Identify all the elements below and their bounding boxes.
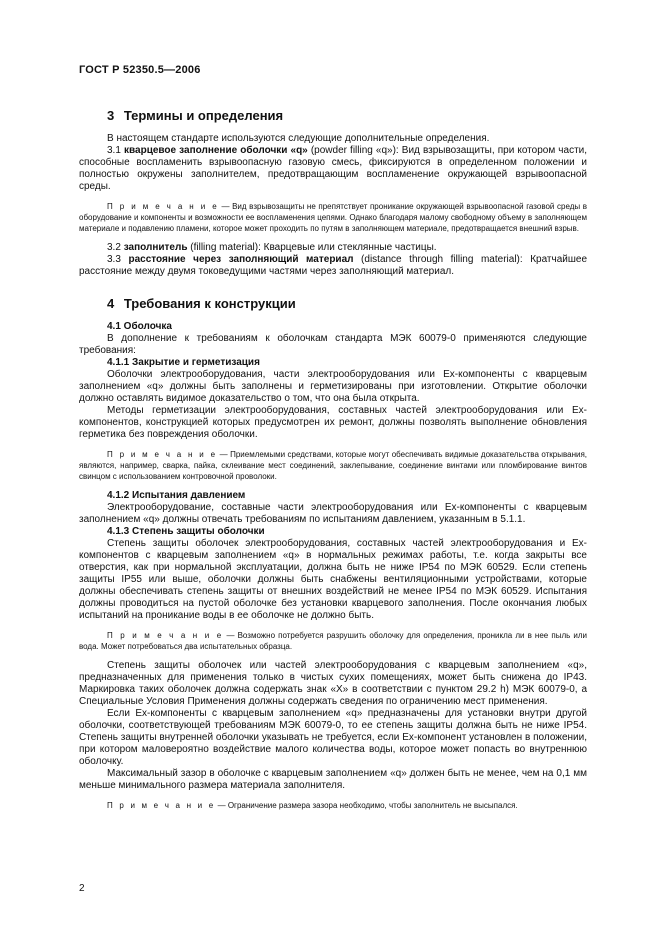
definition-3-1-text: (powder filling «q»): Вид взрывозащиты, при котором части, способные воспламенить взрывоопасную газовую смесь, фиксируются в определенном положении и полностью окружены заполнителем, предотвращающим воспламенение окружающей взрывоопасной среды. [79, 145, 588, 192]
subsection-4-1-text: В дополнение к требованиям к оболочкам стандарта МЭК 60079-0 применяются следующие требования: [79, 333, 587, 356]
subsection-4-1-2-title: 4.1.2 Испытания давлением [107, 490, 246, 501]
note-3 [79, 630, 587, 652]
definition-3-3-number: 3.3 [107, 254, 121, 265]
note-3-label: П р и м е ч а н и е [107, 631, 224, 640]
definition-3-3-text: (distance through filling material): Кратчайшее расстояние между двумя токоведущими частями через заполняющий материал. [79, 254, 588, 277]
page-number: 2 [79, 883, 85, 894]
definition-3-1-number: 3.1 [107, 145, 121, 156]
definition-3-3 [79, 254, 587, 278]
document-header: ГОСТ Р 52350.5—2006 [79, 64, 201, 76]
note-4-text: — Ограничение размера зазора необходимо, чтобы заполнитель не высыпался. [215, 801, 518, 810]
section-4-number: 4 [107, 296, 115, 311]
definition-3-2-text: (filling material): Кварцевые или стеклянные частицы. [187, 242, 437, 253]
note-4 [79, 800, 587, 811]
note-1-text: — Вид взрывозащиты не препятствует проникание окружающей взрывоопасной газовой среды в оборудование и компоненты и возможности ее воспламенения цепями. Однако благодаря малому свободному объему в заполняющем материале и подавлению пламени, которое может проходить по путям в заполняющем материале, предотвращается внешний взрыв. [79, 202, 588, 233]
definition-3-1-term: кварцевое заполнение оболочки «q» [124, 145, 308, 156]
subsection-4-1-3-title: 4.1.3 Степень защиты оболочки [107, 526, 265, 537]
section-3-title: Термины и определения [123, 108, 284, 123]
note-3-text: — Возможно потребуется разрушить оболочку для определения, проникла ли в нее пыль или вода. Может потребоваться два испытательных образца. [79, 631, 587, 651]
definition-3-2-term: заполнитель [123, 242, 188, 253]
section-3-heading [107, 108, 587, 123]
note-4-label: П р и м е ч а н и е [107, 801, 216, 810]
subsection-4-1-3-para-2: Степень защиты оболочек или частей электрооборудования с кварцевым заполнением «q», предназначенных для применения только в чистых сухих помещениях, может быть снижена до IP43. Маркировка таких оболочек должна содержать знак «Х» в соответствии с пунктом 29.2 h) МЭК 60079-0, а Специальные Условия Применения должны содержать сведения по ограничению мест применения. [79, 660, 587, 707]
subsection-4-1-3-para-1: Степень защиты оболочек электрооборудования, составных частей электрооборудования и Ex-компонентов с кварцевым заполнением «q» в нормальных режимах работы, т.е. когда закрыты все отверстия, как при нормальной эксплуатации, должна быть не ниже IP54 по МЭК 60529. Если степень защиты IP55 или выше, оболочки должны быть снабжены вентиляционными устройствами, которые должны обеспечивать степень защиты от внешних воздействий не менее IP54 по МЭК 60529. Испытания должны проводиться на пустой оболочке без установки кварцевого заполнения. После окончания любых испытаний на проникание воды в ее оболочке не должно быть. [79, 538, 587, 621]
definition-3-3-term: расстояние через заполняющий материал [128, 254, 354, 265]
subsection-4-1-title: 4.1 Оболочка [107, 321, 172, 332]
subsection-4-1-3-para-3: Если Ex-компоненты с кварцевым заполнением «q» предназначены для установки внутри другой оболочки, соответствующей требованиям МЭК 60079-0, то ее степень защиты должна быть не ниже IP54. Степень защиты внутренней оболочки указывать не требуется, если Ex-компонент установлен в положении, при котором маловероятно воздействие малого количества воды, которое может попасть во внутреннюю оболочку. [79, 708, 587, 767]
subsection-4-1-3-para-4: Максимальный зазор в оболочке с кварцевым заполнением «q» должен быть не менее, чем на 0,1 мм меньше минимального размера материала заполнителя. [79, 768, 587, 791]
note-1-label: П р и м е ч а н и е [107, 202, 219, 211]
section-3-intro: В настоящем стандарте используются следующие дополнительные определения. [107, 133, 490, 144]
section-4-title: Требования к конструкции [123, 296, 296, 311]
definition-3-2 [79, 242, 587, 254]
document-body [79, 90, 587, 819]
definition-3-2-number: 3.2 [107, 242, 121, 253]
note-2 [79, 449, 587, 482]
subsection-4-1-2-para-1: Электрооборудование, составные части электрооборудования или Ex-компоненты с кварцевым заполнением «q» должны отвечать требованиям по испытаниям давлением, указанным в 5.1.1. [79, 502, 587, 525]
note-2-label: П р и м е ч а н и е [107, 450, 218, 459]
subsection-4-1-1-para-2: Методы герметизации электрооборудования, составных частей электрооборудования или Ex-компонентов, конструкцией которых предусмотрен их ремонт, должны позволять выполнение обновления герметика без повреждения оболочки. [79, 405, 587, 440]
subsection-4-1-1-title: 4.1.1 Закрытие и герметизация [107, 357, 260, 368]
subsection-4-1-1-para-1: Оболочки электрооборудования, части электрооборудования или Ex-компоненты с кварцевым заполнением «q» должны быть заполнены и герметизированы при изготовлении. Открытие оболочки должно оставлять видимое доказательство о том, что она была открыта. [79, 369, 587, 404]
section-3-number: 3 [107, 108, 115, 123]
section-4-heading [107, 296, 587, 311]
definition-3-1 [79, 145, 587, 193]
note-2-text: — Приемлемыми средствами, которые могут обеспечивать видимые доказательства открывания, являются, например, сварка, пайка, склеивание мест соединений, заклепывание, соединение винтами или пломбирование винтов свинцом с использованием контровочной проволоки. [79, 450, 588, 481]
note-1 [79, 201, 587, 234]
